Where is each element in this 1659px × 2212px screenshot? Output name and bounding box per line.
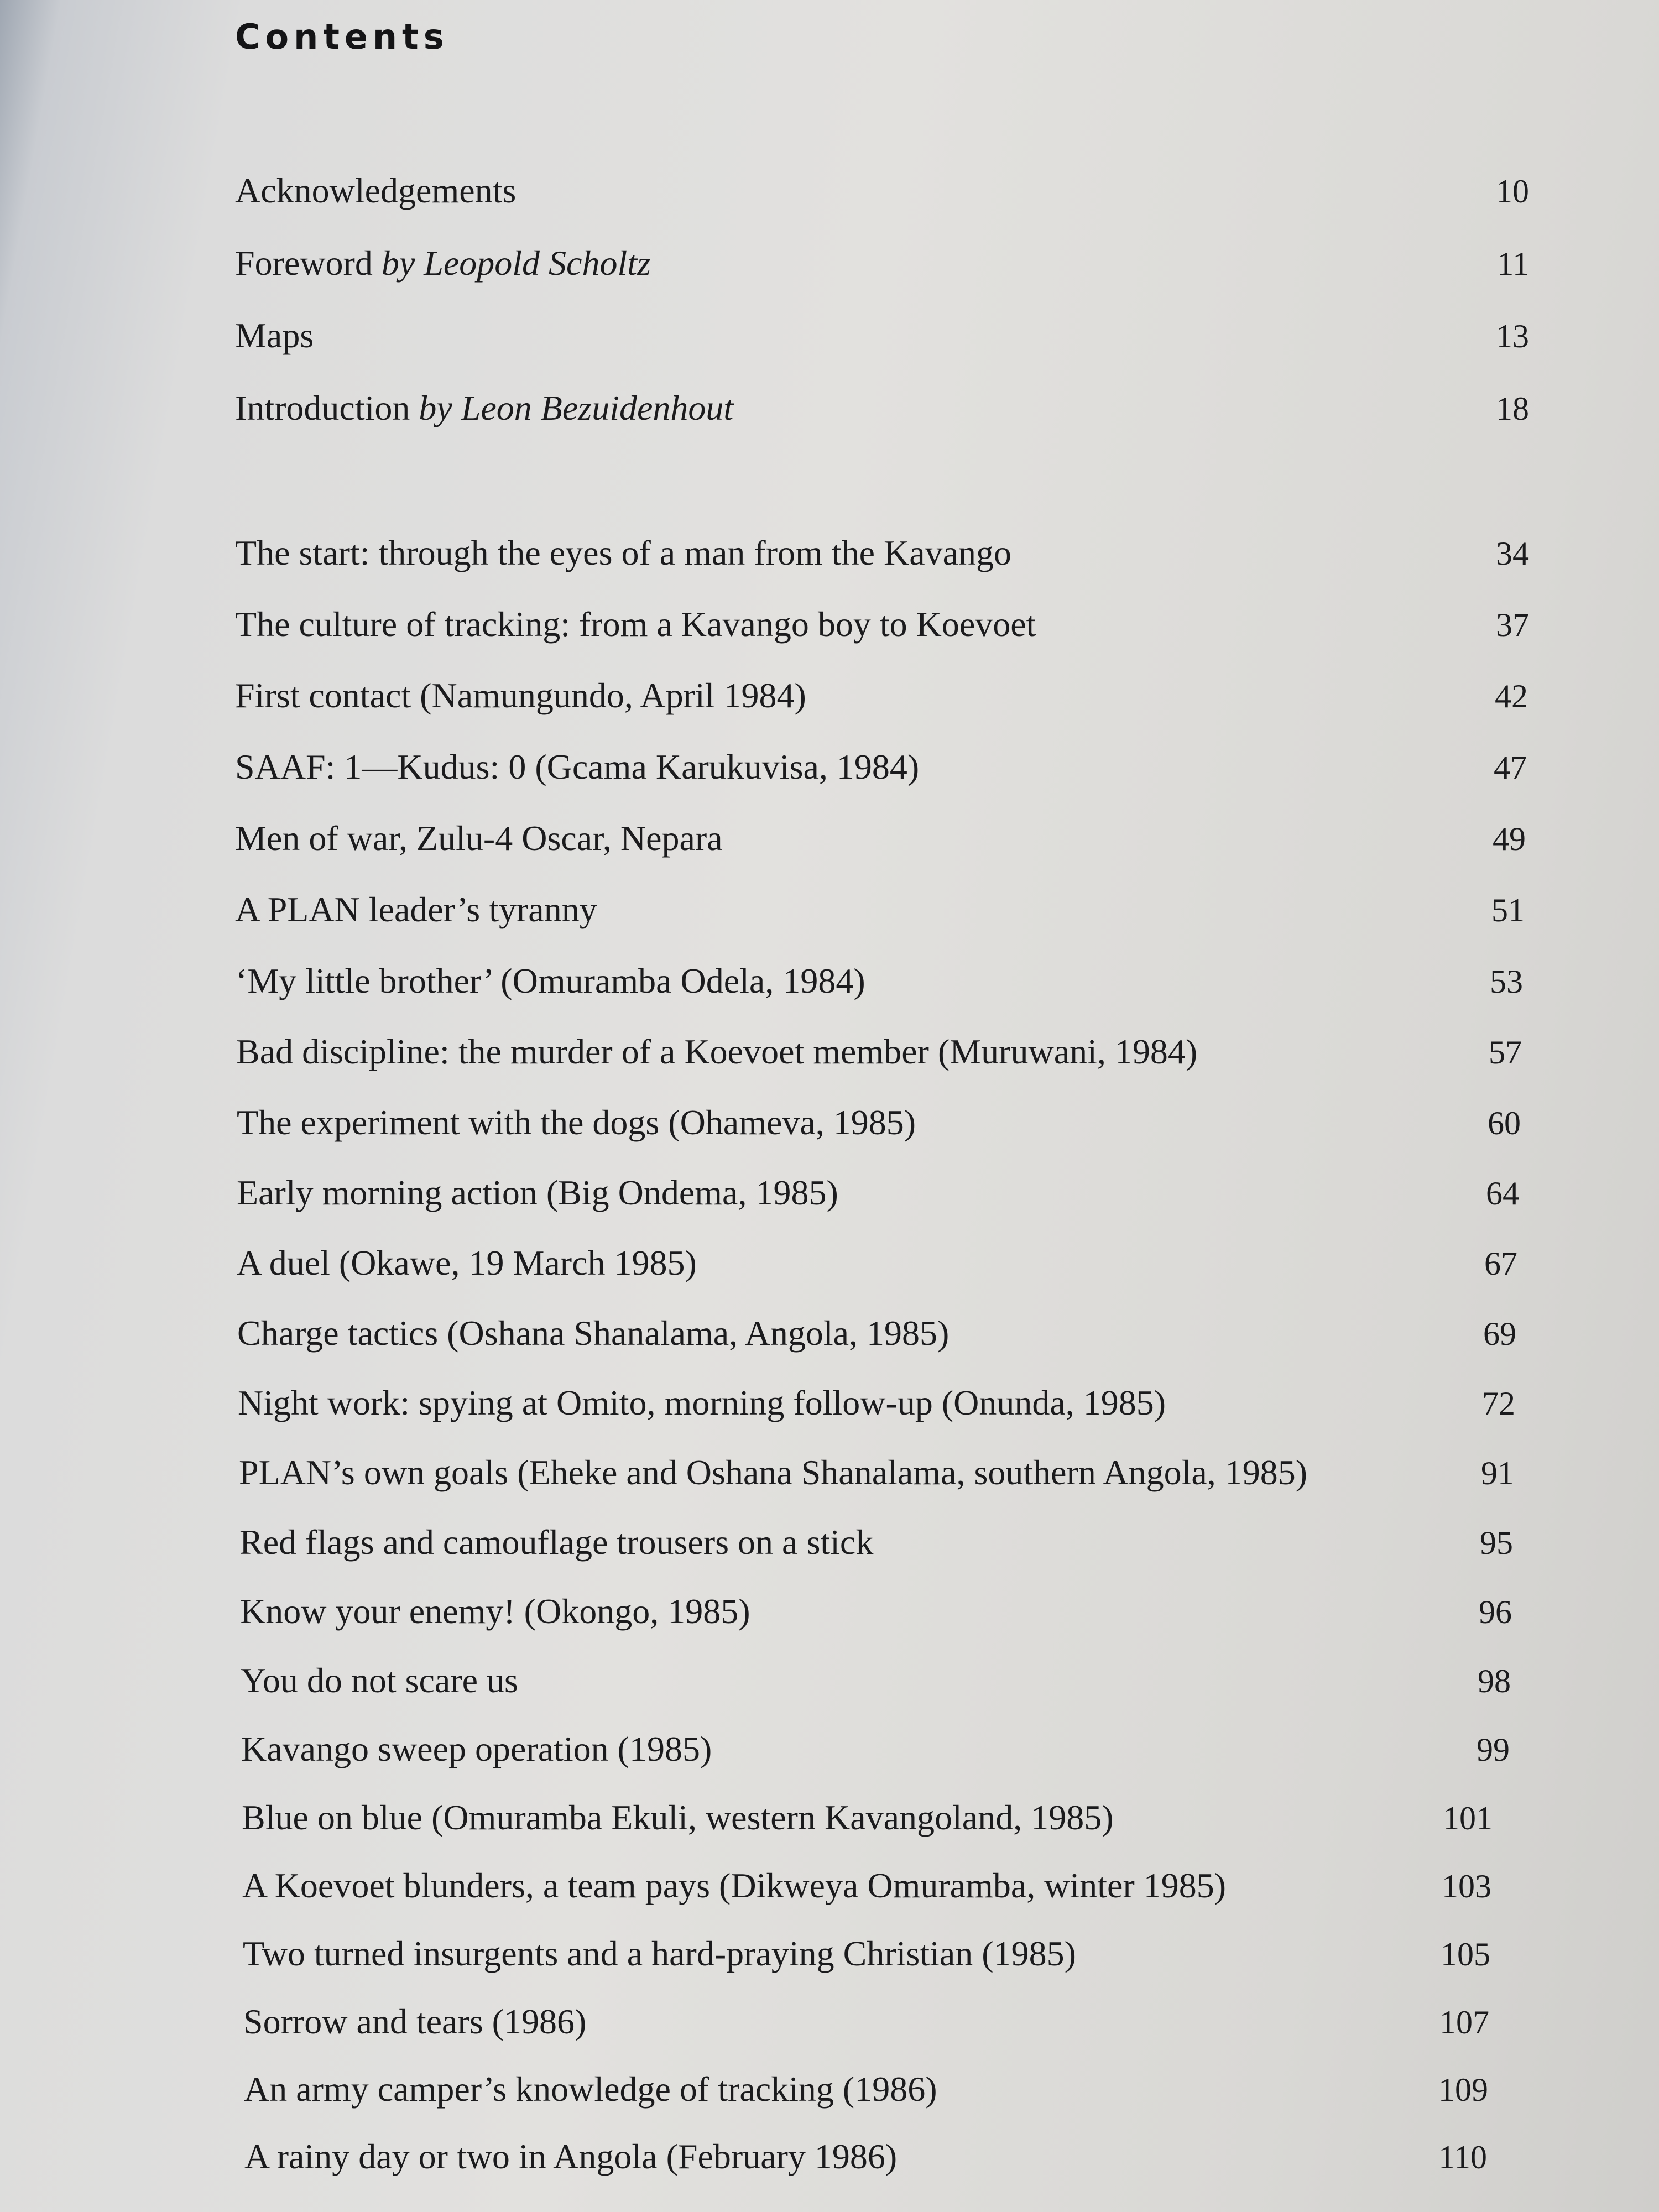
toc-entry-title: Maps [235, 316, 314, 355]
toc-entry-title: Know your enemy! (Okongo, 1985) [240, 1592, 750, 1631]
toc-entry [238, 1381, 1515, 1425]
toc-entry-page: 47 [1494, 749, 1527, 786]
toc-entry [237, 1241, 1517, 1285]
toc-entry [242, 1796, 1493, 1840]
toc-entry-title: Red flags and camouflage trousers on a stick [239, 1522, 874, 1562]
toc-entry-title: A duel (Okawe, 19 March 1985) [237, 1243, 697, 1282]
toc-entry-byline: by Leopold Scholtz [381, 243, 651, 283]
toc-entry [236, 959, 1523, 1003]
toc-entry [244, 2135, 1487, 2179]
toc-entry-page: 10 [1496, 173, 1529, 210]
toc-entry [235, 888, 1525, 932]
toc-entry-title: Blue on blue (Omuramba Ekuli, western Kavangoland, 1985) [242, 1798, 1114, 1837]
toc-entry [237, 1171, 1519, 1215]
toc-entry-page: 98 [1478, 1663, 1511, 1699]
toc-entry-title: Night work: spying at Omito, morning follow-up (Onunda, 1985) [238, 1383, 1166, 1422]
toc-entry-page: 110 [1438, 2139, 1487, 2176]
toc-entry [235, 816, 1526, 860]
toc-entry-title: Two turned insurgents and a hard-praying Christian (1985) [243, 1934, 1076, 1973]
toc-entry-title: A PLAN leader’s tyranny [235, 890, 597, 929]
toc-entry [235, 674, 1528, 718]
toc-entry-title: The start: through the eyes of a man from the Kavango [235, 533, 1011, 572]
toc-entry-title: Early morning action (Big Ondema, 1985) [237, 1173, 838, 1212]
toc-entry-page: 105 [1441, 1936, 1490, 1973]
toc-entry [236, 1030, 1522, 1074]
toc-entry-page: 96 [1479, 1594, 1512, 1630]
toc-entry [235, 169, 1529, 213]
toc-entry-page: 11 [1497, 246, 1529, 282]
toc-entry-title: The culture of tracking: from a Kavango boy to Koevoet [235, 604, 1036, 644]
toc-entry [235, 241, 1529, 285]
toc-entry-title: A Koevoet blunders, a team pays (Dikweya Omuramba, winter 1985) [242, 1866, 1227, 1905]
toc-entry-page: 91 [1481, 1455, 1514, 1491]
toc-entry [239, 1520, 1513, 1564]
toc-entry [243, 1932, 1490, 1976]
toc-entry-page: 107 [1439, 2004, 1489, 2041]
toc-entry [237, 1100, 1521, 1145]
toc-entry-page: 37 [1496, 607, 1529, 643]
contents-heading: Contents [235, 17, 449, 57]
toc-entry [235, 602, 1529, 646]
toc-entry [240, 1589, 1512, 1634]
toc-entry [237, 1311, 1516, 1355]
toc-entry-title: Foreword by Leopold Scholtz [235, 243, 651, 283]
toc-entry-page: 99 [1477, 1731, 1510, 1768]
toc-entry-page: 53 [1490, 963, 1523, 1000]
toc-entry-page: 103 [1442, 1868, 1491, 1905]
toc-entry-title: SAAF: 1—Kudus: 0 (Gcama Karukuvisa, 1984) [235, 747, 920, 786]
toc-entry-title: Sorrow and tears (1986) [243, 2002, 587, 2041]
toc-entry [235, 386, 1529, 430]
toc-entry [241, 1727, 1510, 1771]
toc-entry-title: Acknowledgements [235, 171, 517, 210]
toc-entry [235, 314, 1529, 358]
toc-entry [242, 1864, 1491, 1908]
toc-entry-page: 64 [1486, 1175, 1519, 1212]
toc-entry [241, 1658, 1511, 1703]
toc-entry-page: 57 [1489, 1034, 1522, 1071]
toc-entry [243, 2000, 1489, 2044]
toc-entry-page: 18 [1496, 390, 1529, 427]
toc-entry-page: 67 [1484, 1245, 1517, 1282]
toc-entry-page: 69 [1483, 1316, 1516, 1352]
toc-entry-title: Men of war, Zulu-4 Oscar, Nepara [235, 818, 723, 858]
toc-entry-title: The experiment with the dogs (Ohameva, 1985) [237, 1103, 916, 1142]
toc-entry-page: 72 [1482, 1385, 1515, 1422]
toc-entry-title: First contact (Namungundo, April 1984) [235, 676, 806, 715]
toc-entry-title: Bad discipline: the murder of a Koevoet member (Muruwani, 1984) [236, 1032, 1198, 1071]
toc-entry-title: An army camper’s knowledge of tracking (1986) [244, 2069, 937, 2109]
toc-entry [235, 531, 1529, 575]
toc-entry-page: 95 [1480, 1525, 1513, 1561]
toc-entry-page: 49 [1493, 821, 1526, 857]
toc-entry-page: 51 [1491, 892, 1525, 928]
toc-entry-page: 101 [1443, 1800, 1493, 1837]
toc-entry-page: 60 [1488, 1105, 1521, 1141]
toc-entry-page: 109 [1438, 2072, 1488, 2108]
toc-entry-title: Charge tactics (Oshana Shanalama, Angola, 1985) [237, 1313, 950, 1353]
toc-entry-page: 13 [1496, 318, 1529, 354]
toc-entry-page: 34 [1496, 535, 1529, 572]
toc-entry-page: 42 [1495, 678, 1528, 714]
toc-entry-title: You do not scare us [241, 1661, 518, 1700]
toc-entry-title: A rainy day or two in Angola (February 1986) [244, 2137, 898, 2176]
toc-entry [235, 745, 1527, 789]
toc-entry-title: Introduction by Leon Bezuidenhout [235, 388, 734, 427]
toc-entry-title: Kavango sweep operation (1985) [241, 1729, 712, 1768]
toc-entry [244, 2067, 1488, 2111]
toc-entry-title: ‘My little brother’ (Omuramba Odela, 1984) [236, 961, 865, 1000]
toc-entry-title: PLAN’s own goals (Eheke and Oshana Shanalama, southern Angola, 1985) [239, 1453, 1308, 1492]
toc-entry-byline: by Leon Bezuidenhout [419, 388, 734, 427]
toc-entry [239, 1451, 1514, 1495]
